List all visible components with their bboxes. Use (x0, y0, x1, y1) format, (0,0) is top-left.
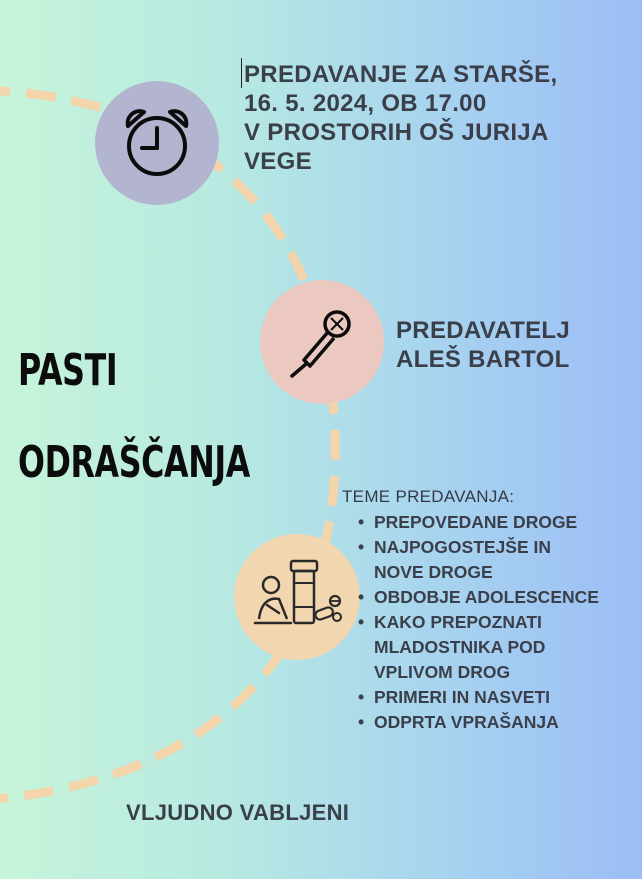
drugs-circle (234, 534, 360, 660)
topic-item (356, 535, 599, 585)
topic-line: • PRIMERI IN NASVETI (374, 687, 550, 707)
topic-item (356, 610, 599, 685)
topic-line: • KAKO PREPOZNATI (374, 612, 542, 632)
topic-line: NOVE DROGE (374, 562, 493, 582)
event-info (244, 60, 624, 176)
topic-line: MLADOSTNIKA POD (374, 637, 546, 657)
speaker-line-2: ALEŠ BARTOL (396, 346, 570, 373)
microphone-icon (282, 302, 362, 382)
text-cursor (241, 58, 242, 88)
topics-heading: TEME PREDAVANJA: (342, 487, 515, 506)
topic-item (356, 685, 599, 710)
topics-list (356, 510, 599, 735)
topic-line: • PREPOVEDANE DROGE (374, 512, 578, 532)
topic-item (356, 585, 599, 610)
clock-circle (95, 81, 219, 205)
topic-line: • OBDOBJE ADOLESCENCE (374, 587, 599, 607)
topic-line: • ODPRTA VPRAŠANJA (374, 712, 559, 732)
topic-line: • NAJPOGOSTEJŠE IN (374, 537, 551, 557)
welcome-text: VLJUDNO VABLJENI (126, 800, 350, 825)
microphone-circle (260, 280, 384, 404)
topic-line: VPLIVOM DROG (374, 662, 511, 682)
event-line-4: VEGE (244, 148, 312, 175)
topic-item (356, 710, 599, 735)
alarm-clock-icon (122, 106, 192, 180)
event-line-3: V PROSTORIH OŠ JURIJA (244, 119, 549, 146)
speaker-info (396, 316, 570, 374)
drug-addiction-icon (249, 557, 345, 637)
event-line-2: 16. 5. 2024, OB 17.00 (244, 90, 487, 117)
event-line-1: PREDAVANJE ZA STARŠE, (244, 61, 558, 88)
speaker-line-1: PREDAVATELJ (396, 317, 570, 344)
title-line-1: PASTI (18, 345, 118, 396)
title-line-2: ODRAŠČANJA (18, 437, 250, 488)
topic-item (356, 510, 599, 535)
